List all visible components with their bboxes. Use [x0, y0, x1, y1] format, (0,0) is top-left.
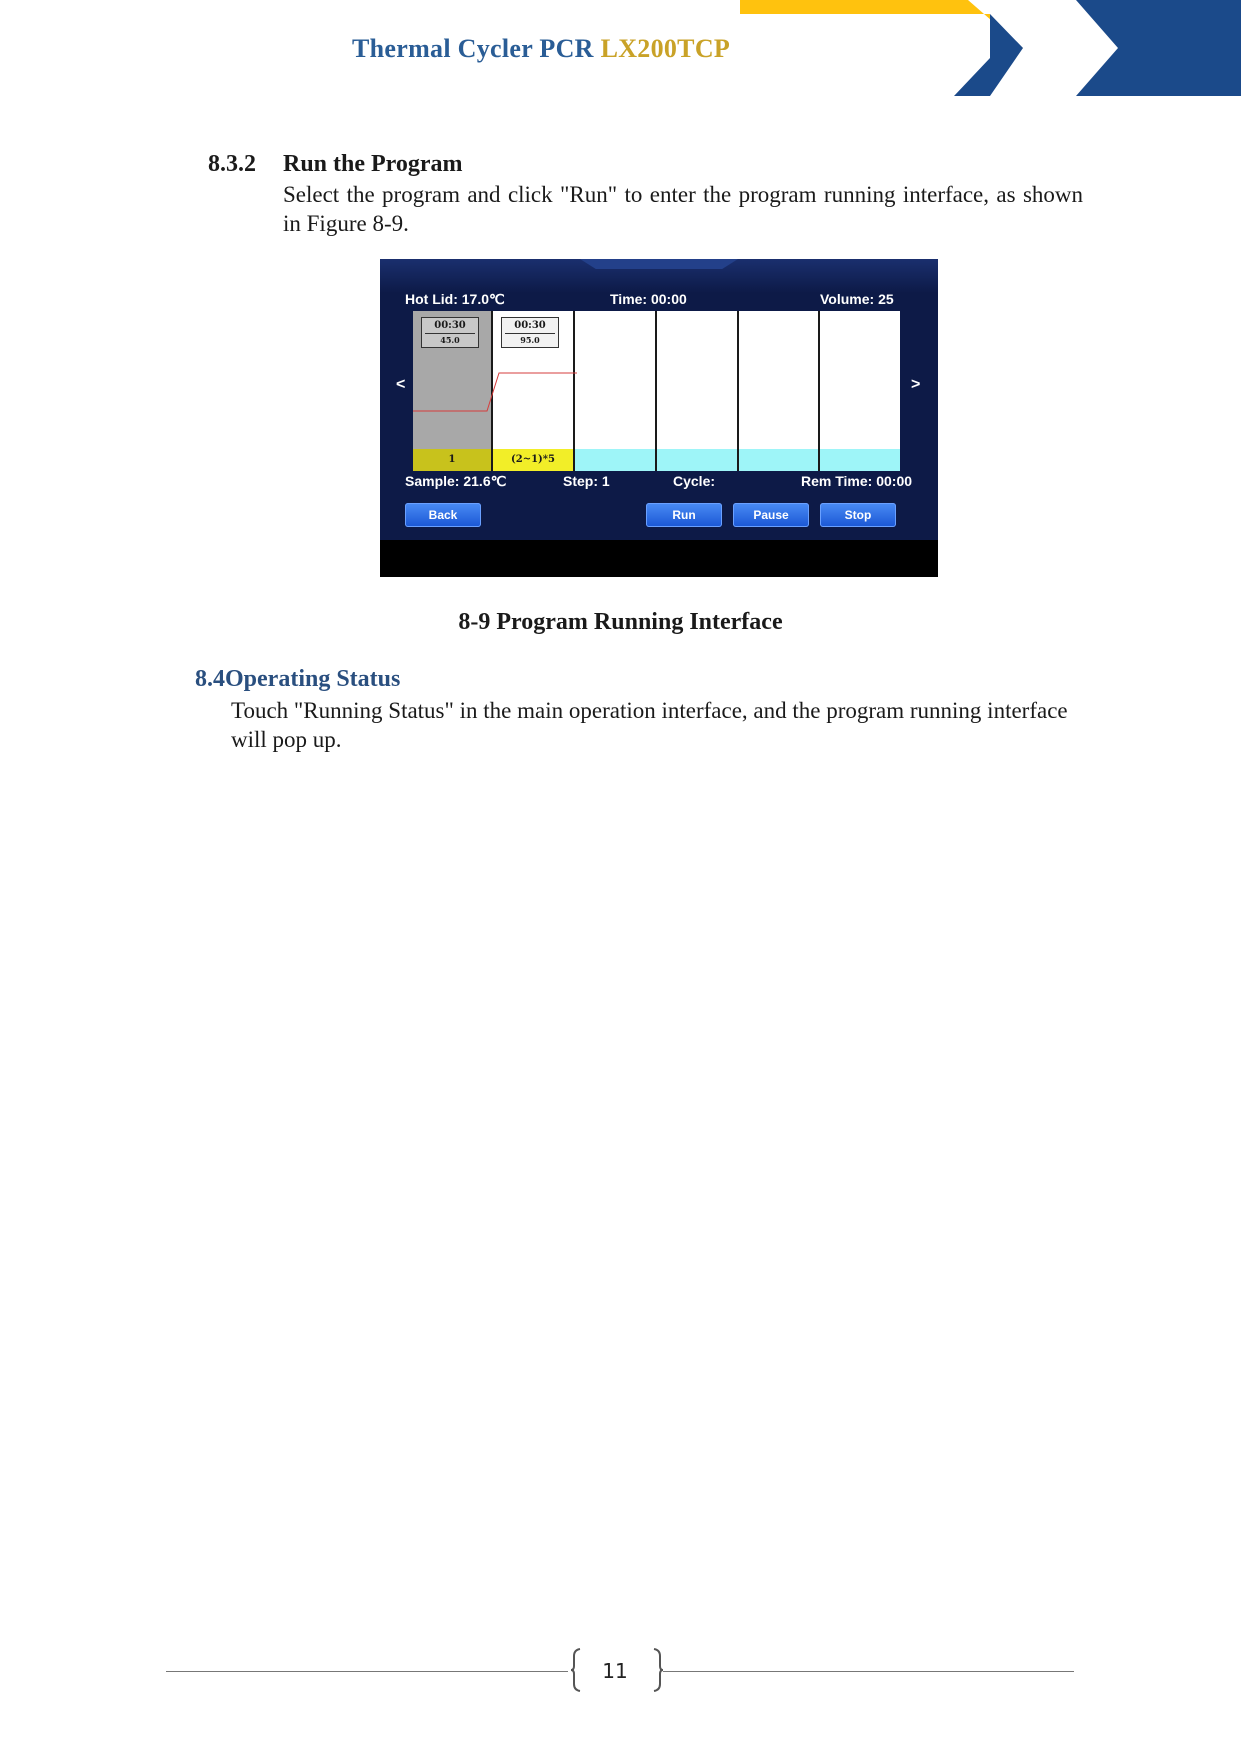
step-foot-empty [657, 449, 737, 471]
section-number: 8.4 [195, 666, 225, 692]
section-number: 8.3.2 [208, 151, 256, 177]
step-2-time: 00:30 [505, 319, 555, 334]
document-title-main: Thermal Cycler PCR [352, 34, 594, 63]
footer-bracket-right-icon [652, 1648, 664, 1692]
section-body: Select the program and click "Run" to enter the program running interface, as shown in Figure 8-9. [283, 182, 1083, 236]
step-column-empty[interactable] [657, 311, 739, 471]
remaining-time-readout: Rem Time: 00:00 [801, 473, 913, 489]
section-heading-84 [195, 666, 400, 693]
step-2-temp: 95.0 [520, 335, 540, 345]
step-1-label: 1 [413, 449, 491, 471]
step-column-empty[interactable] [739, 311, 820, 471]
footer-rule-left [166, 1671, 568, 1672]
back-button[interactable]: Back [405, 503, 481, 527]
step-column-empty[interactable] [820, 311, 900, 471]
section-body: Touch "Running Status" in the main operation interface, and the program running interface will pop up. [231, 698, 1068, 752]
page-number: 11 [602, 1659, 628, 1683]
section-title: Operating Status [225, 666, 401, 692]
next-page-icon[interactable]: > [911, 376, 921, 393]
step-1-temp: 45.0 [440, 335, 460, 345]
header-decoration [740, 0, 1241, 96]
step-readout: Step: 1 [563, 473, 610, 489]
program-running-screenshot [380, 259, 938, 577]
screen-bottom-bar [380, 540, 938, 577]
volume-readout: Volume: 25 [820, 291, 894, 307]
document-title-model: LX200TCP [600, 34, 731, 63]
step-foot-empty [820, 449, 900, 471]
cycle-readout: Cycle: [673, 473, 716, 489]
run-button[interactable]: Run [646, 503, 722, 527]
step-1-time: 00:30 [425, 319, 475, 334]
step-foot-empty [575, 449, 655, 471]
temperature-profile-line [413, 311, 583, 451]
screen-top-notch [580, 259, 738, 269]
stop-button[interactable]: Stop [820, 503, 896, 527]
footer-rule-right [663, 1671, 1074, 1672]
step-2-label: (2~1)*5 [493, 449, 573, 471]
step-column-empty[interactable] [575, 311, 657, 471]
prev-page-icon[interactable]: < [396, 376, 406, 393]
step-foot-empty [739, 449, 818, 471]
figure-caption: 8-9 Program Running Interface [458, 609, 783, 635]
section-title: Run the Program [283, 151, 463, 177]
hot-lid-readout: Hot Lid: 17.0℃ [405, 291, 505, 307]
footer-bracket-left-icon [570, 1648, 582, 1692]
sample-readout: Sample: 21.6℃ [405, 473, 507, 489]
document-title [352, 34, 730, 64]
pause-button[interactable]: Pause [733, 503, 809, 527]
time-readout: Time: 00:00 [610, 291, 687, 307]
